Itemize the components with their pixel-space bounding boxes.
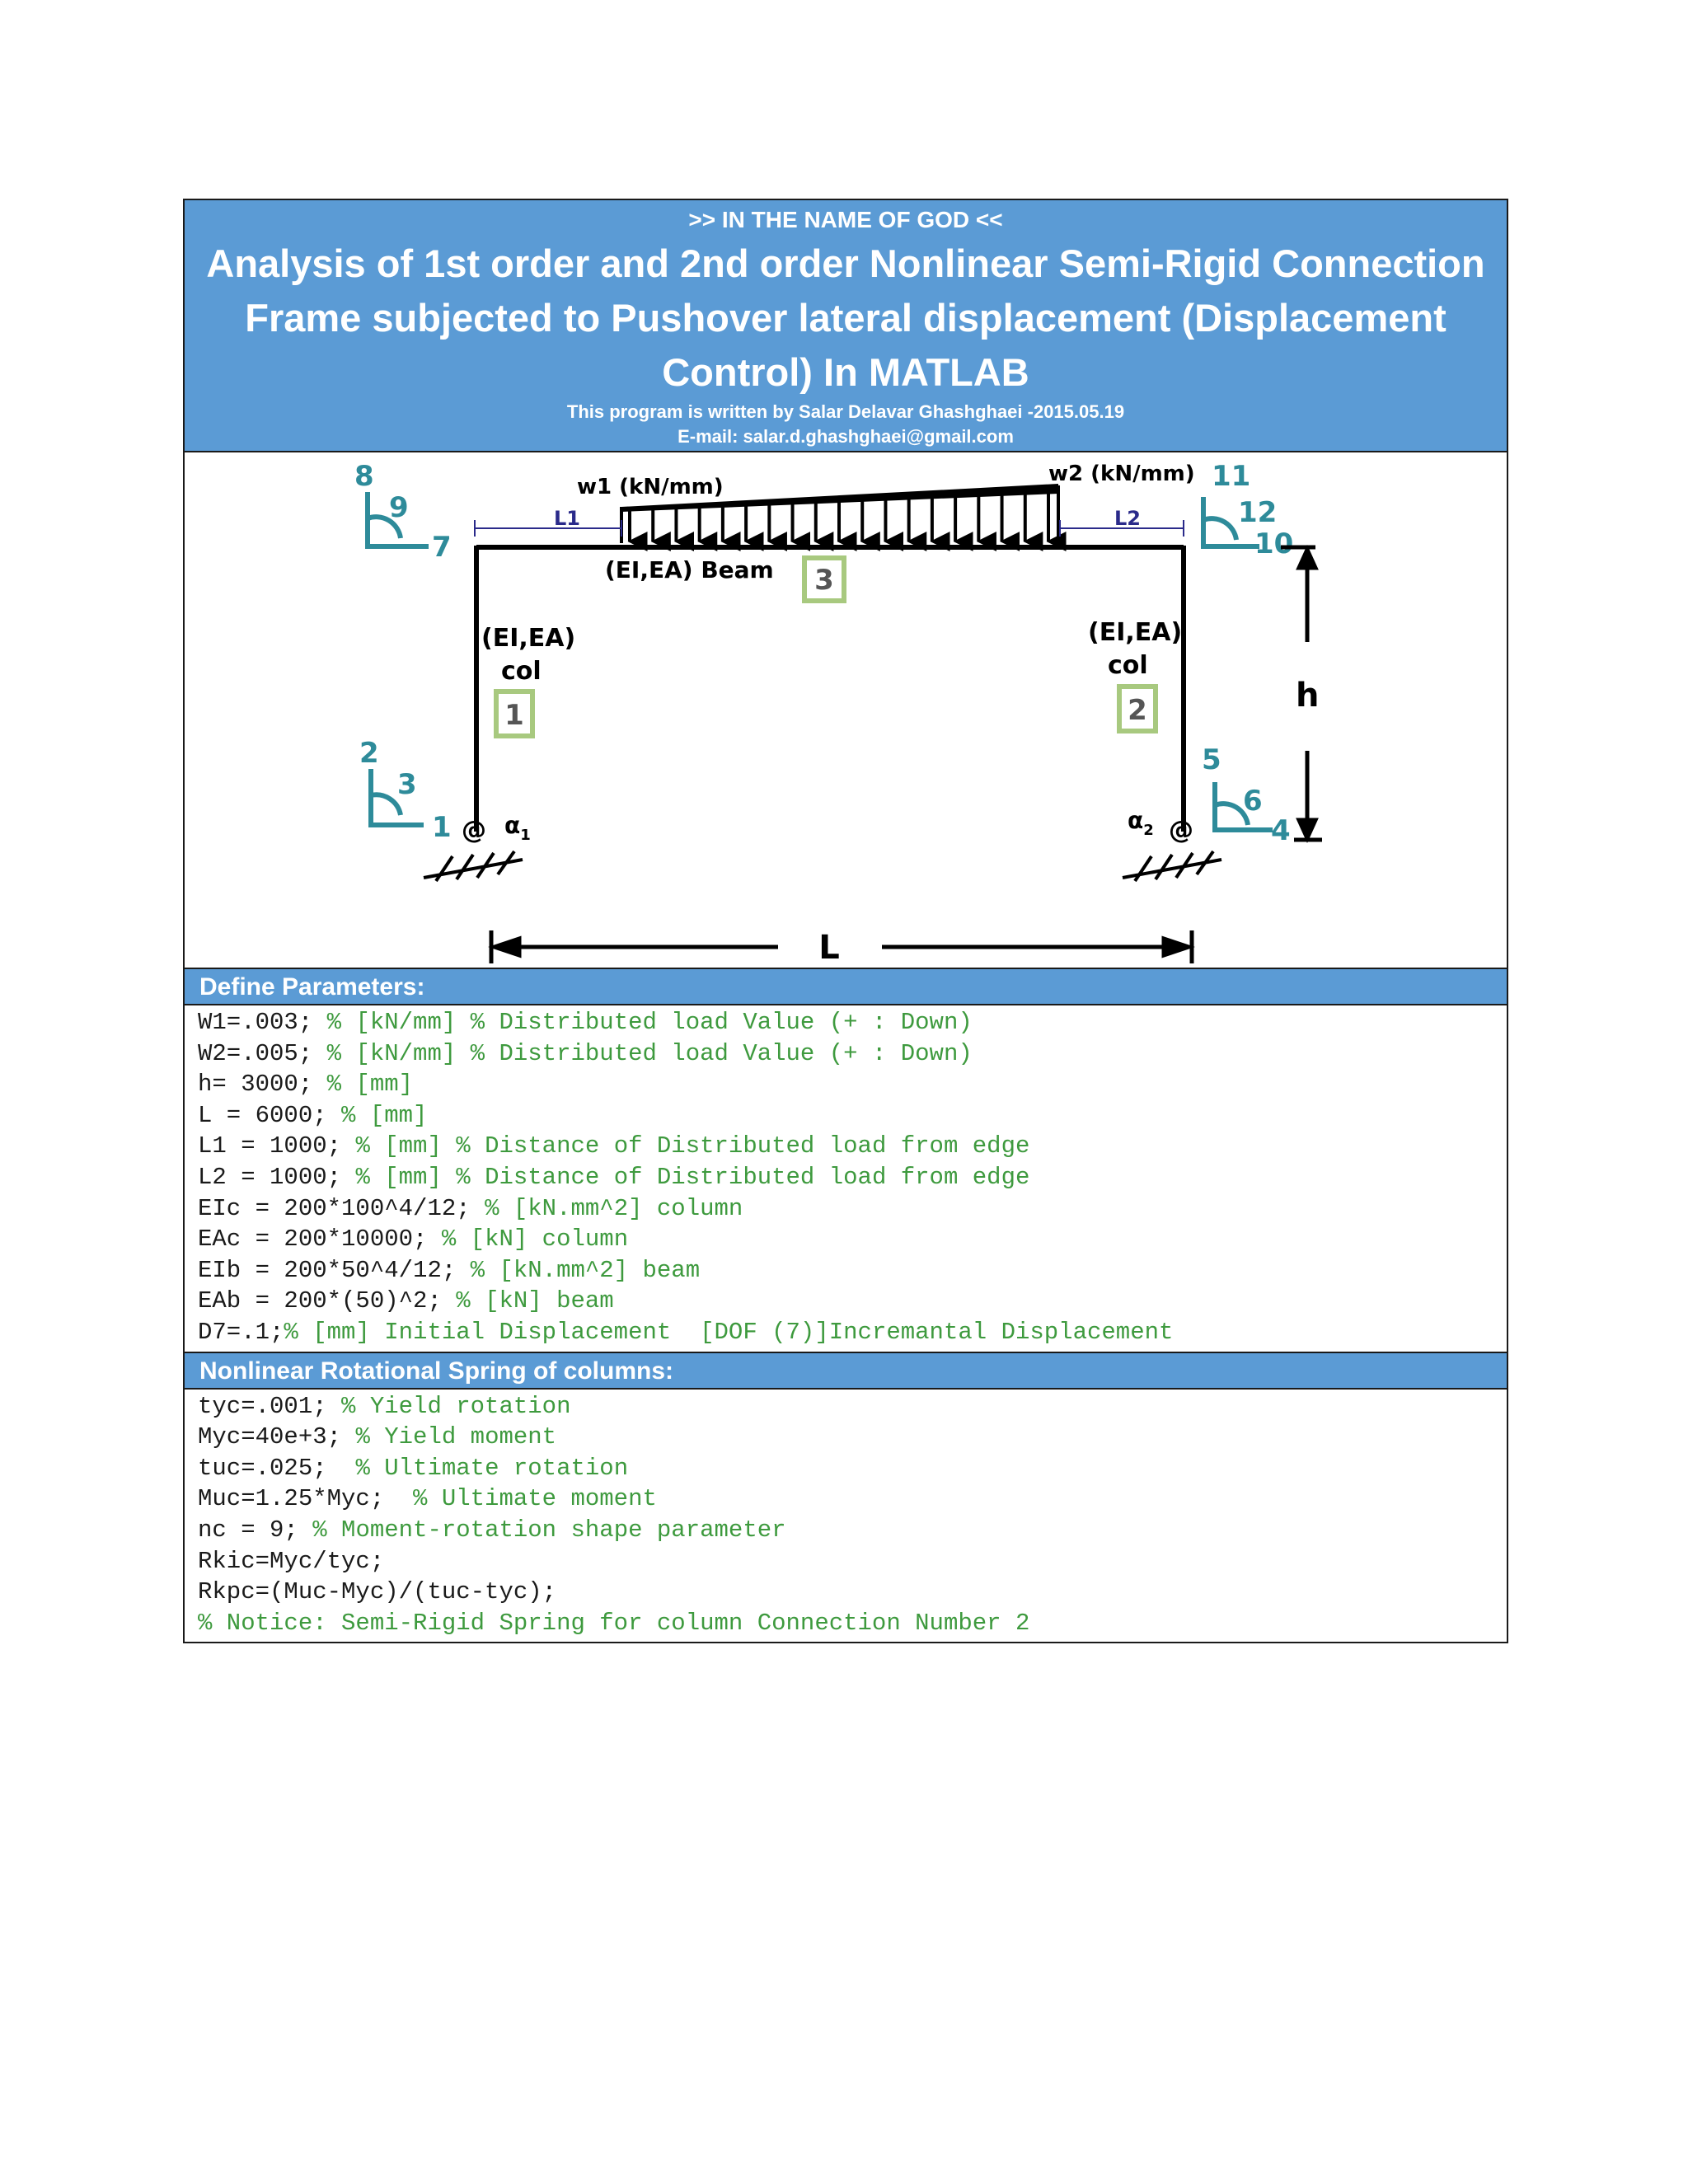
main-title (201, 237, 1490, 400)
dof-4: 4 (1271, 814, 1291, 847)
code-comment: % [kN.mm^2] column (485, 1194, 743, 1222)
title-block (185, 200, 1507, 452)
code-text: EAb = 200*(50)^2; (198, 1287, 457, 1315)
col2-label: (EI,EA) (1088, 618, 1183, 647)
L-label: L (818, 929, 840, 967)
code-comment: % [mm] (326, 1071, 414, 1099)
element-3-label: 3 (814, 564, 834, 597)
dof-9: 9 (389, 491, 409, 524)
code-text: D7=.1; (198, 1318, 284, 1346)
alpha2-label: $\alpha_2$ (1128, 807, 1154, 839)
col1-label: (EI,EA) (481, 624, 576, 653)
dof-10: 10 (1254, 527, 1294, 560)
L1-label: L1 (554, 507, 580, 530)
code-line (198, 1422, 1507, 1453)
code-comment: % Yield rotation (341, 1392, 571, 1420)
element-1-label: 1 (504, 699, 524, 732)
code-comment: % Notice: Semi-Rigid Spring for column Connection Number 2 (198, 1609, 1030, 1637)
right-hinge-symbol: @ (1169, 816, 1193, 845)
L2-label: L2 (1114, 507, 1141, 530)
element-2-label: 2 (1128, 694, 1147, 727)
code-line (198, 1608, 1507, 1639)
dof-6: 6 (1243, 785, 1263, 818)
w1-label: w1 (kN/mm) (577, 475, 724, 499)
dof-11: 11 (1212, 460, 1251, 493)
frame-diagram (185, 452, 1507, 969)
code-comment: % [mm] Initial Displacement [DOF (7)]Incremantal Displacement (284, 1318, 1174, 1346)
dof-2: 2 (359, 737, 379, 770)
code-comment: % [mm] % Distance of Distributed load from edge (355, 1163, 1030, 1191)
code-text: nc = 9; (198, 1516, 313, 1544)
code-comment: % [kN/mm] % Distributed load Value (+ : Down) (326, 1009, 973, 1036)
dof-3: 3 (397, 768, 417, 801)
code-text: L1 = 1000; (198, 1132, 356, 1160)
code-comment: % [kN] beam (456, 1287, 614, 1315)
code-comment: % Ultimate rotation (355, 1454, 629, 1482)
code-text: L2 = 1000; (198, 1163, 356, 1191)
beam-label: (EI,EA) Beam (605, 556, 774, 583)
dof-1: 1 (432, 811, 452, 844)
code-line (198, 1483, 1507, 1515)
code-text: Rkpc=(Muc-Myc)/(tuc-tyc); (198, 1578, 557, 1606)
code-text: tuc=.025; (198, 1454, 356, 1482)
code-comment: % [kN] column (441, 1226, 629, 1254)
code-line (198, 1224, 1507, 1255)
code-text: Rkic=Myc/tyc; (198, 1547, 385, 1575)
code-line (198, 1007, 1507, 1038)
code-comment: % [mm] (341, 1101, 428, 1129)
right-support (1123, 851, 1221, 881)
rotational-spring-heading: Nonlinear Rotational Spring of columns: (185, 1353, 1507, 1390)
left-support (424, 851, 523, 881)
alpha1-label: $\alpha_1$ (504, 812, 531, 844)
code-line (198, 1546, 1507, 1577)
L-dimension (491, 930, 1192, 963)
dof-7: 7 (432, 531, 452, 564)
code-text: L = 6000; (198, 1101, 342, 1129)
code-comment: % Yield moment (355, 1423, 557, 1451)
dof-5: 5 (1202, 743, 1221, 776)
document-frame (183, 199, 1508, 1643)
code-line (198, 1069, 1507, 1100)
code-comment: % [mm] % Distance of Distributed load from edge (355, 1132, 1030, 1160)
code-line (198, 1100, 1507, 1132)
code-line (198, 1391, 1507, 1422)
code-line (198, 1577, 1507, 1608)
code-text: W2=.005; (198, 1039, 327, 1067)
code-text: tyc=.001; (198, 1392, 342, 1420)
pre-title: >> IN THE NAME OF GOD << (688, 207, 1003, 232)
code-comment: % [kN/mm] % Distributed load Value (+ : Down) (326, 1039, 973, 1067)
dof-12: 12 (1238, 496, 1278, 529)
code-line (198, 1162, 1507, 1193)
code-line (198, 1515, 1507, 1546)
code-line (198, 1131, 1507, 1162)
code-text: EAc = 200*10000; (198, 1226, 442, 1254)
frame-diagram-svg (185, 452, 1507, 968)
parameters-code-block (185, 1005, 1507, 1353)
code-comment: % Moment-rotation shape parameter (312, 1516, 786, 1544)
dof-8: 8 (354, 460, 374, 493)
h-label: h (1296, 677, 1320, 715)
spring-code-block (185, 1390, 1507, 1643)
code-comment: % Ultimate moment (413, 1485, 657, 1513)
code-line (198, 1193, 1507, 1225)
code-text: W1=.003; (198, 1009, 327, 1036)
code-line (198, 1286, 1507, 1317)
col1-word: col (501, 657, 542, 686)
code-text: h= 3000; (198, 1071, 327, 1099)
code-line (198, 1255, 1507, 1286)
code-line (198, 1317, 1507, 1348)
code-text: Muc=1.25*Myc; (198, 1485, 414, 1513)
title-line-2: Frame subjected to Pushover lateral displacement (Displacement (245, 296, 1447, 340)
email-line: E-mail: salar.d.ghashghaei@gmail.com (678, 426, 1014, 447)
title-line-1: Analysis of 1st order and 2nd order Nonlinear Semi-Rigid Connection (206, 241, 1485, 285)
code-comment: % [kN.mm^2] beam (470, 1256, 701, 1284)
left-hinge-symbol: @ (462, 816, 486, 845)
code-text: EIc = 200*100^4/12; (198, 1194, 485, 1222)
define-parameters-heading: Define Parameters: (185, 969, 1507, 1005)
L1-dimension (475, 520, 621, 537)
code-line (198, 1453, 1507, 1484)
code-line (198, 1038, 1507, 1070)
title-line-3: Control) In MATLAB (662, 350, 1029, 394)
code-text: EIb = 200*50^4/12; (198, 1256, 471, 1284)
author-line: This program is written by Salar Delavar Ghashghaei -2015.05.19 (566, 401, 1125, 422)
code-text: Myc=40e+3; (198, 1423, 356, 1451)
col2-word: col (1108, 651, 1148, 680)
w2-label: w2 (kN/mm) (1048, 462, 1195, 486)
